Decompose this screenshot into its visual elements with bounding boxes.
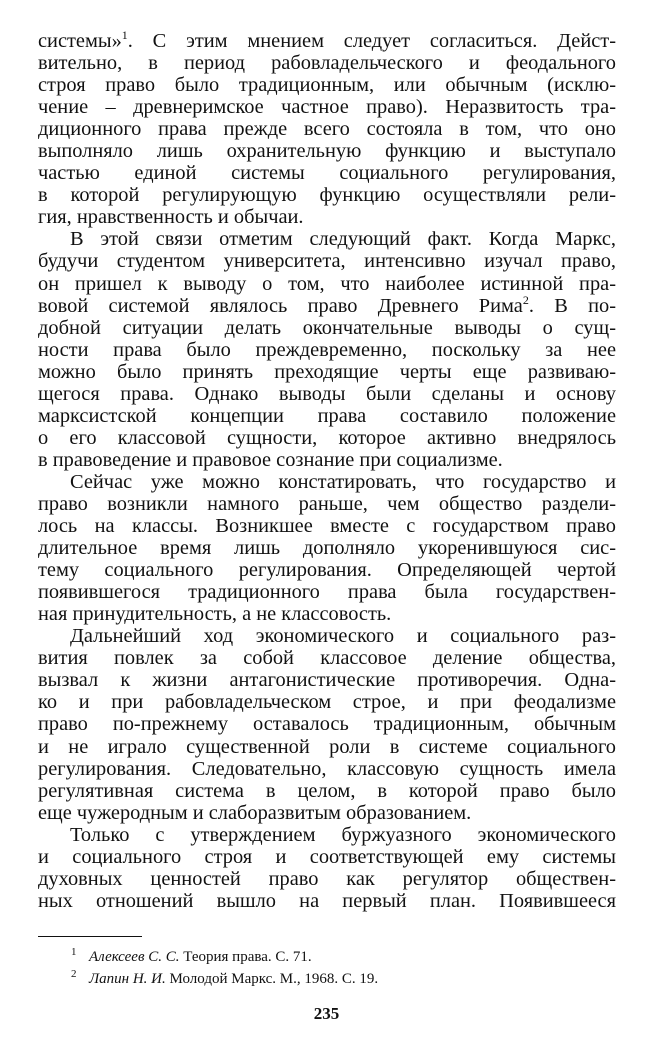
text-line: марксистской концепции права составило положение xyxy=(38,404,616,427)
text-line: вития повлек за собой классовое деление общества, xyxy=(38,647,616,670)
text-line: право по-прежнему оставалось традиционным, обычным xyxy=(38,713,616,736)
text-line: гия, нравственность и обычаи. xyxy=(38,206,304,229)
page-number: 235 xyxy=(313,1004,340,1023)
footnote-number: 1 xyxy=(71,946,77,958)
footnote-text: Теория права. С. 71. xyxy=(183,949,312,965)
text-line: право возникли намного раньше, чем общество раздели- xyxy=(38,492,616,515)
footnote-ref: 1 xyxy=(121,28,128,42)
paragraph xyxy=(38,625,616,823)
text-line: щегося права. Однако выводы были сделаны и основу xyxy=(38,382,616,405)
text-line: частью единой системы социального регулирования, xyxy=(38,162,616,185)
paragraph xyxy=(38,471,616,625)
footnote-text: Молодой Маркс. М., 1968. С. 19. xyxy=(169,971,379,987)
text-line: вызвал к жизни антагонистические противоречия. Одна- xyxy=(38,669,616,692)
footnotes xyxy=(38,946,616,990)
footnote-2 xyxy=(38,968,616,990)
text-line: длительное время лишь дополняло укоренившуюся сис- xyxy=(38,537,616,560)
text-line: Сейчас уже можно констатировать, что государство и xyxy=(70,470,616,493)
text-line: можно было принять преходящие черты еще развиваю- xyxy=(38,360,616,383)
text-line: диционного права прежде всего состояла в том, что оно xyxy=(38,118,616,141)
text-line: ная принудительность, а не классовость. xyxy=(38,603,392,626)
text-line: в правоведение и правовое сознание при социализме. xyxy=(38,448,503,471)
text-line: регулирования. Следовательно, классовую сущность имела xyxy=(38,757,616,780)
paragraph xyxy=(38,824,616,912)
text-line: в которой регулирующую функцию осуществляли рели- xyxy=(38,184,616,207)
text-line: будучи студентом университета, интенсивно изучал право, xyxy=(38,250,616,273)
text-line: ности права было преждевременно, поскольку за нее xyxy=(38,338,616,361)
text-line: строя право было традиционным, или обычным (исклю- xyxy=(38,74,616,97)
text-line: он пришел к выводу о том, что наиболее истинной пра- xyxy=(38,272,616,295)
text-line: вительно, в период рабовладельческого и феодального xyxy=(38,52,616,75)
footnote-author: Лапин Н. И. xyxy=(89,971,166,987)
text-line: духовных ценностей право как регулятор обществен- xyxy=(38,867,616,890)
text-line: чение – древнеримское частное право). Неразвитость тра- xyxy=(38,96,616,119)
text-line: регулятивная система в целом, в которой право было xyxy=(38,779,616,802)
text-line: и социального строя и соответствующей ему системы xyxy=(38,845,616,868)
text-line: Дальнейший ход экономического и социального раз- xyxy=(70,625,616,648)
text-line: и не играло существенной роли в системе социального xyxy=(38,735,616,758)
text-line: ных отношений вышло на первый план. Появившееся xyxy=(38,889,616,912)
text-line: Только с утверждением буржуазного экономического xyxy=(70,823,616,846)
text-line: системы»$^1$. С этим мнением следует согласиться. Дейст- xyxy=(38,28,616,52)
text-line: лось на классы. Возникшее вместе с государством право xyxy=(38,515,616,538)
text-line: о его классовой сущности, которое активно внедрялось xyxy=(38,426,616,449)
footnote-ref: 2 xyxy=(522,292,529,307)
text-line: еще чужеродным и слаборазвитым образованием. xyxy=(38,801,472,824)
footnote-separator xyxy=(38,936,142,937)
text-line: В этой связи отметим следующий факт. Когда Маркс, xyxy=(70,228,616,251)
text-line: вовой системой являлось право Древнего Рима$^2$. В по- xyxy=(38,292,616,317)
footnote-number: 2 xyxy=(71,968,77,980)
footnote-1 xyxy=(38,946,616,968)
paragraph xyxy=(38,228,616,471)
footnote-author: Алексеев С. С. xyxy=(89,949,180,965)
body-text xyxy=(38,30,616,912)
text-line: появившегося традиционного права была государствен- xyxy=(38,581,616,604)
text-line: тему социального регулирования. Определяющей чертой xyxy=(38,559,616,582)
paragraph xyxy=(38,30,616,228)
text-line: выполняло лишь охранительную функцию и выступало xyxy=(38,140,616,163)
text-line: ко и при рабовладельческом строе, и при феодализме xyxy=(38,691,616,714)
text-line: добной ситуации делать окончательные выводы о сущ- xyxy=(38,316,616,339)
